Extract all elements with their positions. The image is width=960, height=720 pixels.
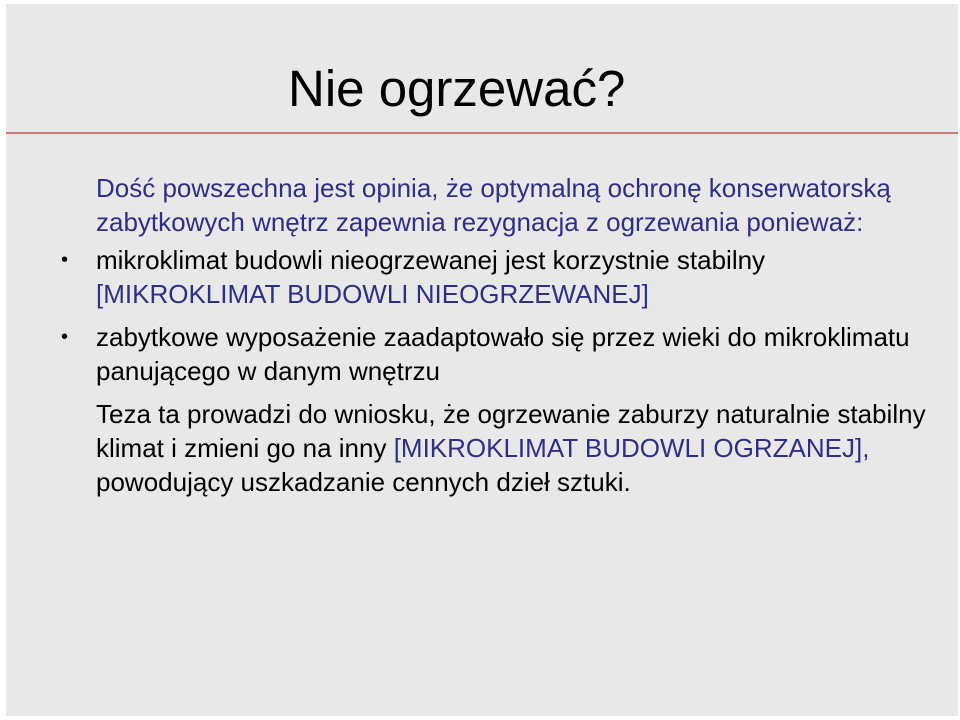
bullet-item-1 xyxy=(61,243,936,311)
conclusion-term: [MIKROKLIMAT BUDOWLI OGRZANEJ], xyxy=(393,433,870,463)
intro-paragraph: Dość powszechna jest opinia, że optymalną ochronę konserwatorską zabytkowych wnętrz zapewnia rezygnacja z ogrzewania ponieważ: xyxy=(96,173,891,237)
bullet-text: mikroklimat budowli nieogrzewanej jest korzystnie stabilny xyxy=(96,245,766,275)
slide-body xyxy=(61,171,936,499)
conclusion-text: Teza ta prowadzi do wniosku, że ogrzewanie zaburzy naturalnie stabilny klimat i zmieni go na inny xyxy=(96,399,926,463)
bullet-term: [MIKROKLIMAT BUDOWLI NIEOGRZEWANEJ] xyxy=(96,279,649,309)
bullet-item-2 xyxy=(61,320,936,388)
bullet-marker: • xyxy=(61,326,69,348)
slide-title: Nie ogrzewać? xyxy=(288,60,626,117)
bullet-text: zabytkowe wyposażenie zaadaptowało się przez wieki do mikroklimatu panującego w danym wnętrzu xyxy=(96,322,910,386)
conclusion-paragraph xyxy=(96,397,936,499)
title-divider xyxy=(6,132,958,134)
conclusion-text-end: powodujący uszkadzanie cennych dzieł sztuki. xyxy=(96,467,631,497)
bullet-marker: • xyxy=(61,249,69,271)
